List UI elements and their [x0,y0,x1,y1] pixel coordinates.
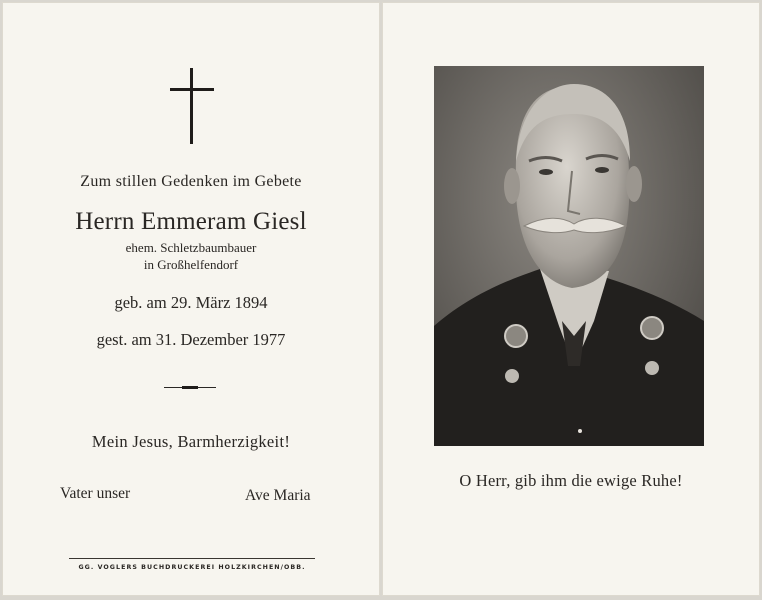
memorial-card-left [2,2,380,596]
cross-icon [170,68,214,144]
death-date: gest. am 31. Dezember 1977 [96,330,286,349]
birth-date: geb. am 29. März 1894 [114,293,268,312]
prayer-text: Mein Jesus, Barmherzigkeit! [91,432,291,451]
separator-ornament [164,386,216,389]
place-text: in Großhelfendorf [143,257,239,272]
portrait-photo [434,66,704,446]
footer-rule [69,558,315,559]
occupation-text: ehem. Schletzbaumbauer [125,240,257,255]
prayer-vater-unser: Vater unser [60,485,131,502]
memorial-card-right [382,2,760,596]
epitaph-text: O Herr, gib ihm die ewige Ruhe! [459,471,683,490]
printer-imprint: GG. VOGLERS BUCHDRUCKEREI HOLZKIRCHEN/OBB. [78,564,306,571]
deceased-name: Herrn Emmeram Giesl [75,208,307,235]
portrait-illustration [434,66,704,446]
intro-text: Zum stillen Gedenken im Gebete [80,173,302,190]
prayer-ave-maria: Ave Maria [245,487,311,504]
